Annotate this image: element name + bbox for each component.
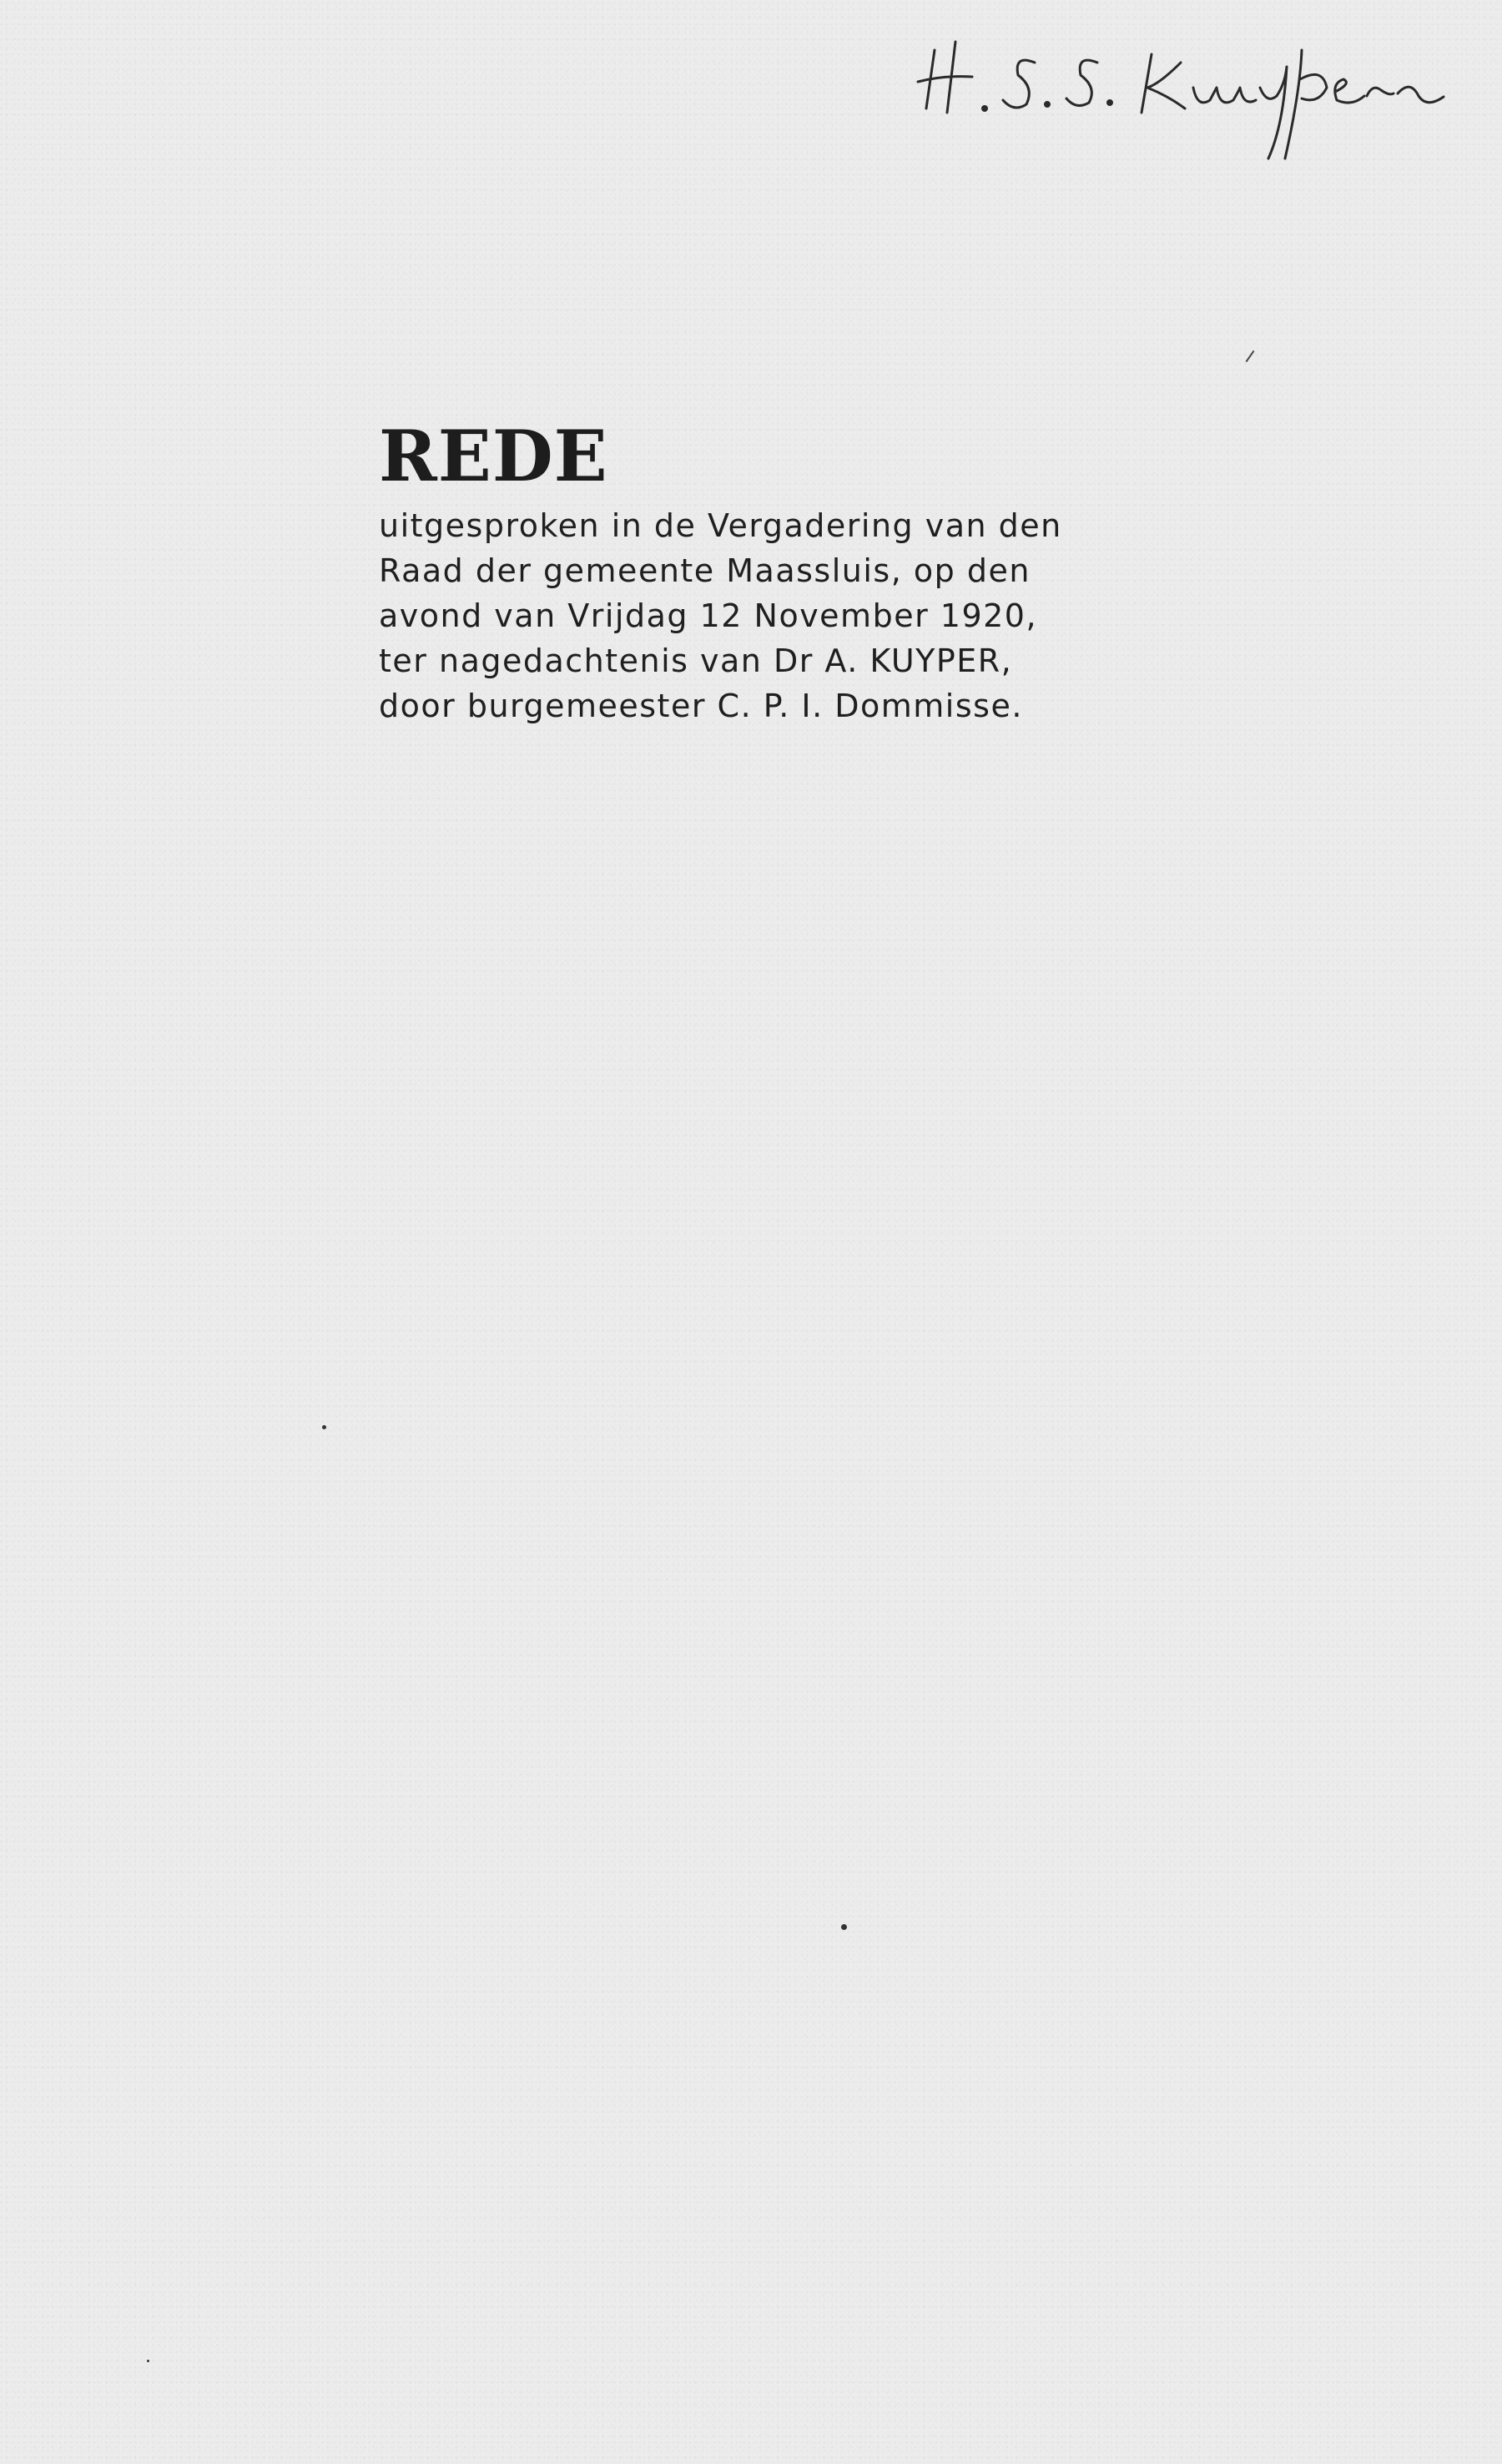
subtitle-line: avond van Vrijdag 12 November 1920,	[379, 597, 1038, 634]
paper-speck	[841, 1924, 847, 1930]
paper-speck	[322, 1425, 326, 1429]
subtitle-line: Raad der gemeente Maassluis, op den	[379, 552, 1031, 589]
handwritten-signature	[910, 17, 1485, 175]
subtitle-line: door burgemeester C. P. I. Dommisse.	[379, 688, 1023, 724]
subtitle-line: uitgesproken in de Vergadering van den	[379, 507, 1062, 544]
pencil-mark	[1246, 350, 1255, 362]
paper-speck	[147, 2360, 149, 2362]
title-block	[379, 415, 1130, 728]
document-title: REDE	[379, 415, 608, 497]
document-subtitle	[379, 503, 1130, 728]
subtitle-line: ter nagedachtenis van Dr A. KUYPER,	[379, 642, 1013, 679]
